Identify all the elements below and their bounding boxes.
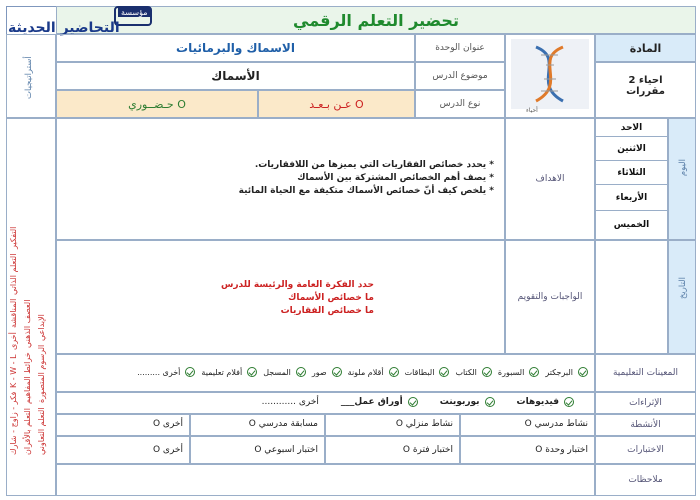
brand-logo xyxy=(6,6,176,34)
strategy-item[interactable]: التعلم التعاوني xyxy=(37,407,46,455)
check-icon xyxy=(247,367,257,377)
image-caption: أحياء xyxy=(526,107,538,114)
brand-small: مؤسسة xyxy=(118,8,151,17)
lesson-value-cell xyxy=(56,62,415,90)
homework-item: ما خصائص الأسماك xyxy=(288,293,374,303)
strategy-item[interactable]: أخرى xyxy=(9,332,18,351)
homework-item: حدد الفكرة العامة والرئيسة للدرس xyxy=(220,280,374,290)
subject-image-cell xyxy=(505,34,595,118)
unit-value: الاسماك والبرمائيات xyxy=(176,41,295,55)
day-item: الأربعاء xyxy=(596,185,667,211)
subject-label-cell xyxy=(595,34,696,62)
lesson-value: الأسماك xyxy=(211,69,260,83)
remote-option[interactable] xyxy=(258,90,415,118)
strategy-item[interactable]: الإبداعي xyxy=(37,314,46,342)
lesson-label: موضوع الدرس xyxy=(432,71,488,81)
resource-item[interactable]: الكتاب xyxy=(455,367,491,377)
days-list xyxy=(595,118,668,240)
strategies-header xyxy=(6,34,56,118)
test-cell[interactable] xyxy=(56,436,190,464)
objectives-label: الاهداف xyxy=(535,174,565,184)
enrichment-item[interactable]: بوربوينت xyxy=(440,397,495,407)
notes-label-cell xyxy=(595,464,696,496)
resources-list xyxy=(137,367,588,377)
resources-label-cell xyxy=(595,354,696,392)
objectives-cell xyxy=(56,118,505,240)
test-item: اختبار فترة O xyxy=(402,445,453,455)
page-title: تحضير التعلم الرقمي xyxy=(293,11,459,30)
strategy-item[interactable]: التعلم الذاتي xyxy=(9,253,18,295)
unit-label: عنوان الوحدة xyxy=(435,43,485,53)
strategies-list xyxy=(9,125,55,495)
homework-item: ما خصائص الفقاريات xyxy=(280,306,374,316)
homework-label: الواجبات والتقويم xyxy=(517,292,583,302)
test-cell[interactable] xyxy=(325,436,460,464)
resource-item[interactable]: البرجكتر xyxy=(545,367,588,377)
activity-cell[interactable] xyxy=(325,414,460,436)
strategies-column xyxy=(6,118,56,496)
unit-label-cell xyxy=(415,34,505,62)
subject-label: المادة xyxy=(629,42,662,55)
strategy-item[interactable]: المناقشة xyxy=(9,298,18,329)
strategies-col-2 xyxy=(23,125,32,455)
type-label: نوع الدرس xyxy=(439,99,481,109)
day-item: الخميس xyxy=(613,220,650,230)
brand-name: التحاضير الحديثة xyxy=(8,20,120,36)
check-icon xyxy=(564,397,574,407)
test-item: اختبار اسبوعي O xyxy=(254,445,318,455)
day-item: الاحد xyxy=(596,119,667,137)
dna-image xyxy=(511,39,589,109)
strategies-header-label: أستراتيجيات xyxy=(24,56,34,100)
enrichment-item[interactable]: أخرى ............ xyxy=(261,397,319,407)
test-cell[interactable] xyxy=(460,436,595,464)
strategy-item[interactable]: خرائط المفاهيم xyxy=(23,352,32,404)
enrichment-cell xyxy=(56,392,595,414)
objectives-list xyxy=(239,159,494,198)
activities-label: الأنشطة xyxy=(630,420,661,430)
lesson-label-cell xyxy=(415,62,505,90)
type-label-cell xyxy=(415,90,505,118)
inperson-option[interactable] xyxy=(56,90,258,118)
resource-item[interactable]: المسجل xyxy=(263,367,306,377)
tests-label-cell xyxy=(595,436,696,464)
check-icon xyxy=(296,367,306,377)
enrichment-item[interactable]: أوراق عمل___ xyxy=(341,397,418,407)
strategies-col-3 xyxy=(9,125,18,455)
check-icon xyxy=(332,367,342,377)
activity-item: مسابقة مدرسي O xyxy=(248,419,318,429)
test-item: اختبار وحدة O xyxy=(535,445,588,455)
objective-item: * يصف أهم الخصائص المشتركة بين الأسماك xyxy=(297,173,494,183)
strategy-item[interactable]: التفكير xyxy=(9,227,18,250)
check-icon xyxy=(408,397,418,407)
day-item: الاثنين xyxy=(596,137,667,161)
check-icon xyxy=(439,367,449,377)
resources-label: المعينات التعليمية xyxy=(612,368,679,378)
objectives-label-cell xyxy=(505,118,595,240)
subject-value: احياء 2 مقررات xyxy=(626,75,665,97)
activity-item: نشاط مدرسي O xyxy=(524,419,588,429)
activity-cell[interactable] xyxy=(460,414,595,436)
activity-cell[interactable] xyxy=(56,414,190,436)
objective-item: * يحدد خصائص الفقاريات التي يميزها من اللافقاريات. xyxy=(254,160,494,170)
test-cell[interactable] xyxy=(190,436,325,464)
activity-item: أخرى O xyxy=(152,419,183,429)
resources-cell xyxy=(56,354,595,392)
resource-item[interactable]: أخرى ......... xyxy=(137,367,195,377)
date-cell[interactable] xyxy=(595,240,668,354)
date-header-label: التاريخ xyxy=(678,277,688,300)
resource-item[interactable]: أقلام ملونة xyxy=(348,367,399,377)
enrichment-list xyxy=(262,397,574,407)
enrichment-item[interactable]: فيديوهات xyxy=(517,397,574,407)
day-header xyxy=(668,118,696,240)
date-header xyxy=(668,240,696,354)
notes-input[interactable] xyxy=(56,464,595,496)
strategy-item[interactable]: الرسوم المتصورة xyxy=(37,345,46,404)
check-icon xyxy=(529,367,539,377)
activities-label-cell xyxy=(595,414,696,436)
day-header-label: اليوم xyxy=(678,159,688,177)
enrichment-label-cell xyxy=(595,392,696,414)
objective-item: * يلخص كيف أنّ خصائص الأسماك متكيفة مع الحياة المائية xyxy=(238,186,494,196)
resource-item[interactable]: أفلام تعليمية xyxy=(201,367,257,377)
activity-cell[interactable] xyxy=(190,414,325,436)
strategy-item[interactable]: التعلم بالأقران xyxy=(23,407,32,455)
check-icon xyxy=(485,397,495,407)
strategies-col-1 xyxy=(37,125,46,455)
remote-label: عـن بـعـد O xyxy=(309,98,364,111)
enrichment-label: الإثراءات xyxy=(629,398,662,408)
strategy-item[interactable]: K - W - L xyxy=(9,354,18,388)
resource-item[interactable]: السبورة xyxy=(498,367,539,377)
test-item: أخرى O xyxy=(152,445,183,455)
check-icon xyxy=(185,367,195,377)
resource-item[interactable]: البطاقات xyxy=(405,367,450,377)
tests-label: الاختبارات xyxy=(627,445,664,455)
homework-label-cell xyxy=(505,240,595,354)
dna-icon xyxy=(511,39,589,109)
homework-cell xyxy=(56,240,505,354)
strategy-item[interactable]: العصف الذهني xyxy=(23,299,32,349)
strategy-item[interactable]: فكر - زاوج - شارك xyxy=(9,391,18,455)
homework-list xyxy=(221,279,374,318)
check-icon xyxy=(389,367,399,377)
check-icon xyxy=(578,367,588,377)
resource-item[interactable]: صور xyxy=(312,367,342,377)
activity-item: نشاط منزلي O xyxy=(395,419,453,429)
day-item: الثلاثاء xyxy=(596,161,667,185)
subject-value-cell xyxy=(595,62,696,118)
notes-label: ملاحظات xyxy=(628,475,663,485)
check-icon xyxy=(482,367,492,377)
inperson-label: حـضــوري O xyxy=(128,98,186,111)
unit-value-cell xyxy=(56,34,415,62)
